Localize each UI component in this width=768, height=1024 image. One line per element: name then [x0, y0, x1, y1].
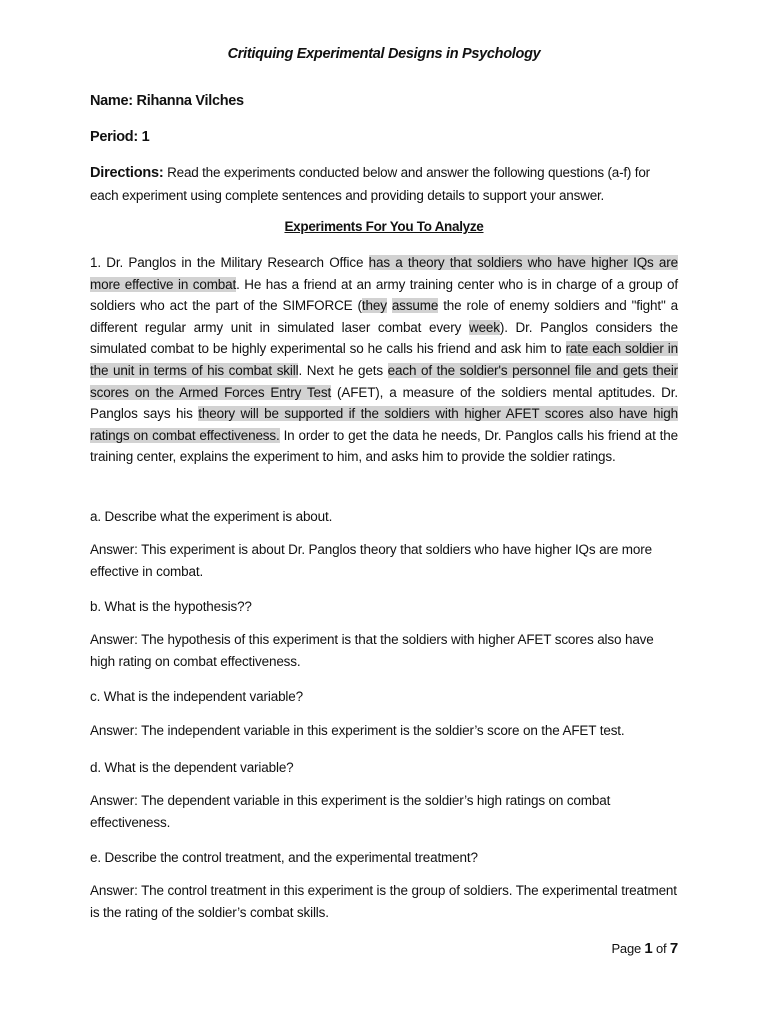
paragraph-text: In order to get the data he needs, Dr. Panglos calls his friend at the training center, explains the experiment to him, and asks him to provide the soldier ratings. [90, 427, 678, 465]
highlighted-text: has a theory that soldiers who have higher IQs are more effective in combat [90, 255, 678, 292]
question-d: d. What is the dependent variable? [90, 760, 294, 775]
paragraph-text: . Next he gets [298, 362, 388, 378]
directions-label: Directions: [90, 165, 164, 181]
paragraph-text: ). Dr. Panglos considers the simulated combat to be highly experimental so he calls his friend and ask him to [90, 319, 678, 357]
section-heading: Experiments For You To Analyze [284, 219, 484, 234]
highlighted-text: assume [391, 298, 439, 314]
paragraph-text: (AFET), a measure of the soldiers mental aptitudes. Dr. Panglos says his [90, 384, 678, 422]
highlighted-text: week [468, 319, 500, 335]
question-e: e. Describe the control treatment, and the experimental treatment? [90, 850, 478, 865]
paragraph-text: 1. Dr. Panglos in the Military Research Office [90, 255, 369, 270]
paragraph-text: the role of enemy soldiers and "fight" a different regular army unit in simulated laser combat every [90, 298, 678, 335]
experiment-paragraph [90, 252, 678, 468]
highlighted-text: theory will be supported if the soldiers with higher AFET scores also have high ratings on combat effectiveness. [90, 406, 678, 443]
highlighted-text: they [361, 298, 387, 314]
page-footer [611, 940, 678, 957]
question-c: c. What is the independent variable? [90, 689, 303, 704]
paragraph-text: . He has a friend at an army training center who is in charge of a group of soldiers who act the part of the SIMFORCE ( [90, 276, 678, 314]
student-name: Name: Rihanna Vilches [90, 93, 244, 109]
class-period: Period: 1 [90, 129, 150, 145]
highlighted-text: each of the soldier's personnel file and gets their scores on the Armed Forces Entry Test [90, 362, 679, 400]
of-label: of [652, 941, 670, 956]
directions-text: Read the experiments conducted below and answer the following questions (a-f) for each experiment using complete sentences and providing details to support your answer. [90, 165, 650, 203]
answer-e: Answer: The control treatment in this experiment is the group of soldiers. The experimental treatment is the rating of the soldier’s combat skills. [90, 883, 677, 920]
answer-b: Answer: The hypothesis of this experiment is that the soldiers with higher AFET scores also have high rating on combat effectiveness. [90, 632, 654, 669]
document-title: Critiquing Experimental Designs in Psychology [227, 46, 541, 62]
answer-c: Answer: The independent variable in this experiment is the soldier’s score on the AFET test. [90, 723, 625, 738]
question-b: b. What is the hypothesis?? [90, 599, 252, 614]
page-label: Page [611, 941, 645, 956]
total-page-count: 7 [669, 940, 678, 957]
directions-paragraph [90, 162, 680, 206]
question-a: a. Describe what the experiment is about. [90, 509, 333, 524]
highlighted-text: rate each soldier in the unit in terms of his combat skill [90, 341, 678, 378]
answer-a: Answer: This experiment is about Dr. Panglos theory that soldiers who have higher IQs are more effective in combat. [90, 542, 652, 579]
answer-d: Answer: The dependent variable in this experiment is the soldier’s high ratings on combat effectiveness. [90, 793, 611, 830]
current-page-number: 1 [644, 940, 653, 957]
